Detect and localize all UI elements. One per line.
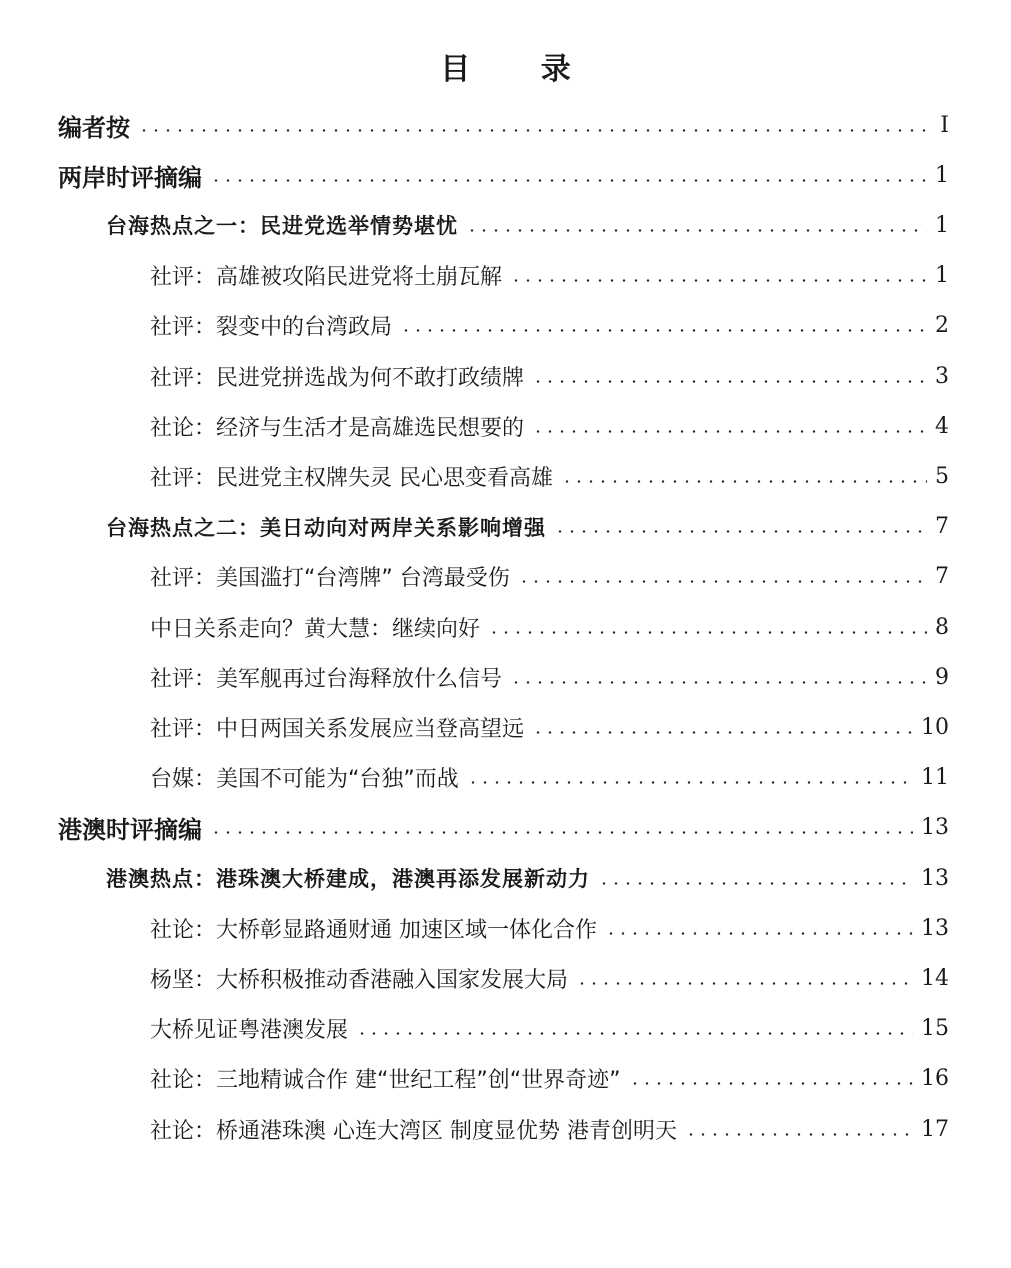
toc-entry-title: 社评：高雄被攻陷民进党将土崩瓦解 (150, 265, 503, 291)
toc-entry-level-3[interactable] (150, 351, 949, 401)
dot-leader (467, 781, 913, 784)
toc-page-number: 11 (921, 765, 949, 791)
toc-page-number: 1 (935, 212, 949, 238)
toc-entry-level-3[interactable] (150, 953, 949, 1003)
toc-page-number: 8 (935, 614, 949, 640)
dot-leader (532, 430, 927, 433)
toc-entry-level-3[interactable] (150, 652, 949, 702)
toc-entry-title: 社评：美国滥打“台湾牌” 台湾最受伤 (150, 566, 510, 592)
toc-entry-level-3[interactable] (150, 451, 949, 501)
toc-entry-title: 社评：民进党拼选战为何不敢打政绩牌 (150, 365, 525, 391)
toc-entry-level-3[interactable] (150, 1104, 949, 1154)
toc-page-number: 2 (935, 313, 949, 339)
toc-entry-level-3[interactable] (150, 903, 949, 953)
toc-entry-title: 社论：桥通港珠澳 心连大湾区 制度显优势 港青创明天 (150, 1118, 677, 1144)
dot-leader (554, 530, 927, 533)
dot-leader (356, 1032, 913, 1035)
toc-page-number: 10 (921, 714, 949, 740)
dot-leader (532, 731, 913, 734)
toc-page-number: I (940, 112, 949, 138)
toc-page-number: 17 (921, 1116, 949, 1142)
toc-page-number: 5 (935, 463, 949, 489)
toc-entry-level-1[interactable] (58, 150, 949, 200)
toc-entry-title: 大桥见证粤港澳发展 (150, 1018, 349, 1044)
toc-page-number: 1 (935, 263, 949, 289)
toc-page-number: 9 (935, 664, 949, 690)
toc-entry-title: 中日关系走向？黄大慧：继续向好 (150, 616, 481, 642)
toc-entry-title: 社评：裂变中的台湾政局 (150, 315, 393, 341)
toc-page-number: 16 (921, 1066, 949, 1092)
toc-entry-title: 社评：民进党主权牌失灵 民心思变看高雄 (150, 465, 553, 491)
toc-entry-title: 社论：大桥彰显路通财通 加速区域一体化合作 (150, 917, 597, 943)
dot-leader (400, 329, 927, 332)
toc-page-number: 3 (935, 363, 949, 389)
toc-page-number: 13 (921, 815, 949, 841)
toc-entry-title: 社论：经济与生活才是高雄选民想要的 (150, 415, 525, 441)
dot-leader (532, 380, 927, 383)
toc-page-number: 1 (935, 162, 949, 188)
toc-entry-level-3[interactable] (150, 301, 949, 351)
toc-entry-title: 台海热点之二：美日动向对两岸关系影响增强 (106, 515, 546, 540)
dot-leader (210, 179, 927, 182)
dot-leader (510, 279, 927, 282)
toc-entry-title: 台媒：美国不可能为“台独”而战 (150, 767, 459, 793)
toc-page-number: 4 (935, 413, 949, 439)
toc-entry-title: 编者按 (58, 113, 130, 142)
toc-entry-level-3[interactable] (150, 1054, 949, 1104)
toc-page-number: 13 (921, 915, 949, 941)
toc-entry-level-3[interactable] (150, 702, 949, 752)
toc-entry-level-3[interactable] (150, 251, 949, 301)
toc-page-number: 7 (935, 564, 949, 590)
toc-page-number: 14 (921, 965, 949, 991)
dot-leader (510, 681, 927, 684)
page-title: 目 录 (440, 52, 601, 87)
toc-entry-title: 台海热点之一：民进党选举情势堪忧 (106, 214, 458, 239)
dot-leader (576, 982, 913, 985)
dot-leader (488, 631, 927, 634)
dot-leader (685, 1133, 913, 1136)
toc-entry-level-1[interactable] (58, 100, 949, 150)
dot-leader (598, 882, 913, 885)
toc-entry-title: 杨坚：大桥积极推动香港融入国家发展大局 (150, 967, 569, 993)
toc-entry-title: 社评：中日两国关系发展应当登高望远 (150, 716, 525, 742)
dot-leader (629, 1082, 913, 1085)
toc-entry-title: 社评：美军舰再过台海释放什么信号 (150, 666, 503, 692)
toc-entry-level-2[interactable] (106, 853, 949, 903)
toc-entry-title: 两岸时评摘编 (58, 163, 202, 192)
toc-entry-level-3[interactable] (150, 401, 949, 451)
toc-entry-level-1[interactable] (58, 803, 949, 853)
toc-entry-title: 港澳热点：港珠澳大桥建成，港澳再添发展新动力 (106, 867, 590, 891)
toc-page-number: 15 (921, 1016, 949, 1042)
toc-entry-title: 社论：三地精诚合作 建“世纪工程”创“世界奇迹” (150, 1068, 621, 1094)
dot-leader (138, 129, 932, 132)
toc-entry-title: 港澳时评摘编 (58, 816, 202, 845)
toc-entry-level-2[interactable] (106, 200, 949, 250)
dot-leader (605, 932, 913, 935)
dot-leader (561, 480, 927, 483)
dot-leader (210, 831, 913, 834)
toc-entry-level-3[interactable] (150, 753, 949, 803)
dot-leader (466, 229, 927, 232)
toc-entry-level-3[interactable] (150, 552, 949, 602)
toc-page-number: 7 (935, 514, 949, 540)
toc-page-number: 13 (921, 865, 949, 891)
toc-entry-level-3[interactable] (150, 1004, 949, 1054)
toc-entry-level-3[interactable] (150, 602, 949, 652)
toc-entry-level-2[interactable] (106, 502, 949, 552)
dot-leader (518, 580, 927, 583)
